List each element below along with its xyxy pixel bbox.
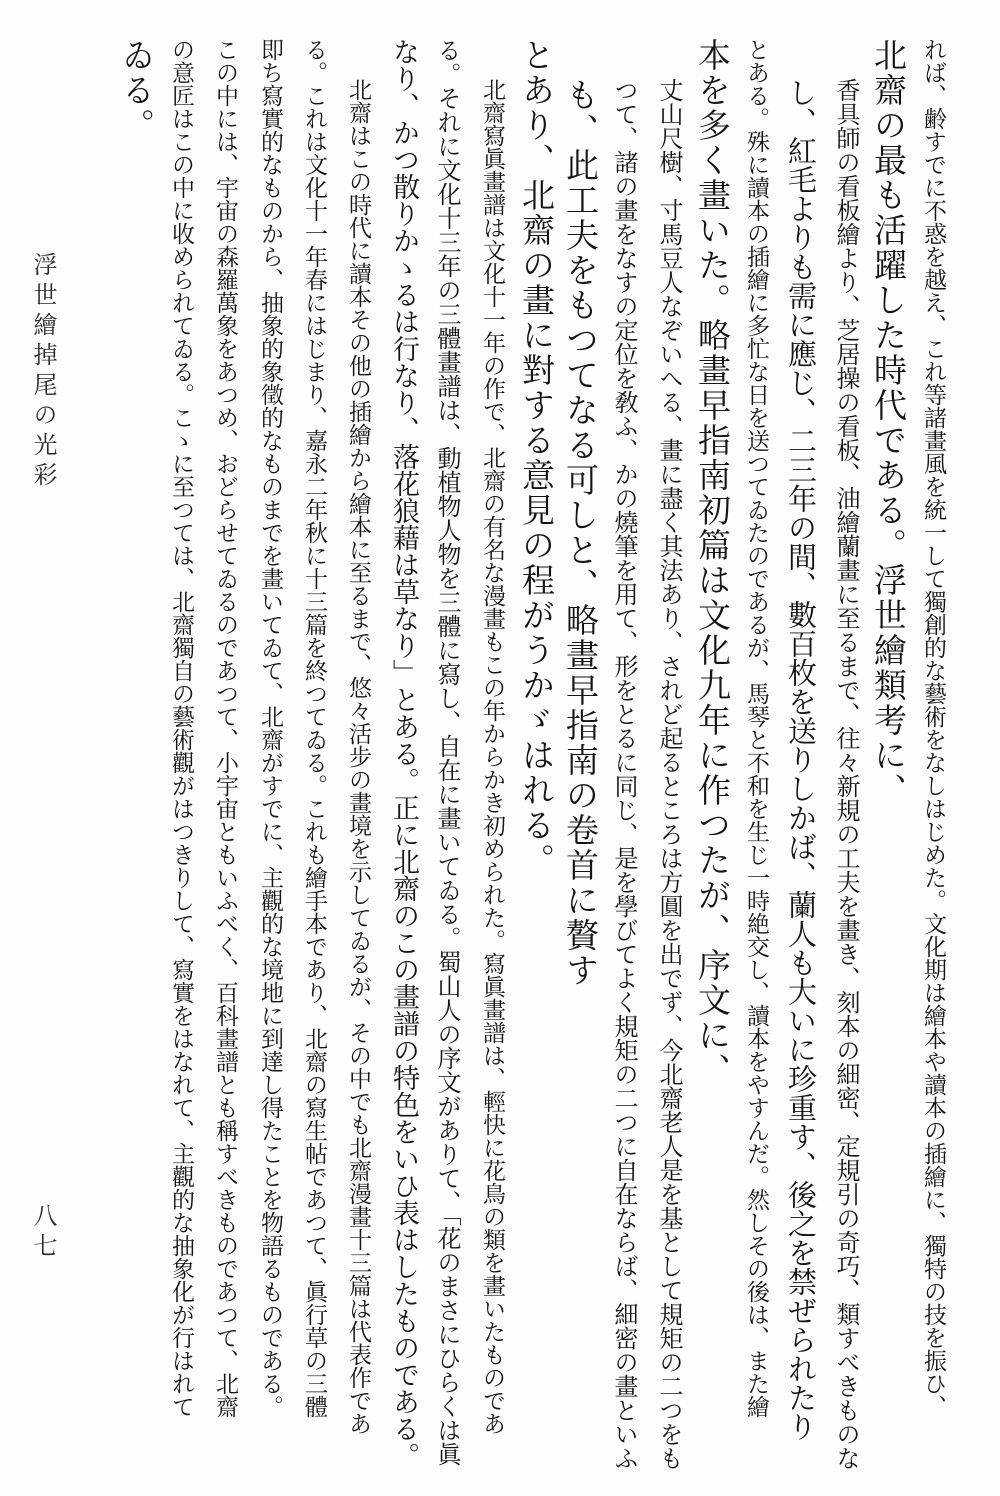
text-column-18: の意匠はこの中に收められてゐる。こゝに至つては、北齋獨自の藝術觀がはつきりして、寫實をはなれて、主觀的な抽象化が行はれて [168, 38, 194, 1418]
text-column-19: ゐる。 [117, 38, 156, 143]
page-number: 八七 [29, 1203, 57, 1263]
text-column-6: 本を多く畫いた。略畫早指南初篇は文化九年に作つたが、序文に、 [693, 38, 732, 1088]
text-column-5: とある。殊に讀本の插繪に多忙な日を送つてゐたのであるが、馬琴と不和を生じ一時絶交し、讀本をやすんだ。然しその後は、また繪 [743, 38, 769, 1418]
text-column-8: つて、諸の畫をなすの定位を敎ふ、かの燒筆を用て、形をとるに同じ、是を學びてよく規矩の二つに自在ならば、細密の畫といふ [610, 78, 638, 1470]
text-column-9: も、此工夫をもつてなる可しと、略畫早指南の卷首に贅す [561, 78, 600, 988]
text-column-1: れば、齢すでに不惑を越え、これ等諸畫風を統一して獨創的な藝術をなしはじめた。文化期は繪本や讀本の插繪に、獨特の技を振ひ、 [920, 38, 946, 1418]
text-column-11: 北齋寫眞畫譜は文化十一年の作で、北齋の有名な漫畫もこの年からかき初められた。寫眞畫譜は、輕快に花鳥の類を畫いたものであ [479, 78, 505, 1435]
running-title: 浮世繪掉尾の光彩 [29, 252, 57, 492]
text-column-12: る。それに文化十三年の三體畫譜は、動植物人物を三體に寫し、自在に畫いてゐる。蜀山人の序文がありて、「花のまさにひらくは眞 [433, 38, 461, 1466]
text-column-4: し、紅毛よりも需に應じ、二三年の間、數百枚を送りしかば、蘭人も大いに珍重す、後之を禁ぜられたり [784, 78, 818, 1441]
text-column-10: とあり、北齋の畫に對する意見の程がうかゞはれる。 [517, 38, 556, 878]
text-column-13: なり、かつ散りかゝるは行なり、落花狼藉は草なり」とある。正に北齋のこの畫譜の特色をいひ表はしたものである。 [388, 38, 419, 1469]
text-column-17: この中には、宇宙の森羅萬象をあつめ、おどらせてゐるのであつて、小宇宙ともいふべく、百科畫譜とも稱すべきものであつて、北齋 [212, 38, 238, 1418]
text-column-15: る。これは文化十一年春にはじまり、嘉永二年秋に十三篇を終つてゐる。これも繪手本であり、北齋の寫生帖であつて、眞行草の三體 [301, 38, 327, 1418]
text-column-7: 丈山尺樹、寸馬豆人なぞいへる、畫に盡く其法あり、されど起るところは方圓を出でず、今北齋老人是を基として規矩の二つをも [655, 78, 683, 1470]
text-column-3: 香具師の看板繪より、芝居操の看板、油繪蘭畫に至るまで、往々新規の工夫を畫き、刻本の細密、定規引の奇巧、類すべきものな [832, 78, 860, 1470]
text-column-14: 北齋はこの時代に讀本その他の插繪から繪本に至るまで、悠々活步の畫境を示してゐるが、その中でも北齋漫畫十三篇は代表作であ [345, 78, 371, 1435]
text-column-2: 北齋の最も活躍した時代である。浮世繪類考に、 [869, 38, 908, 808]
text-column-16: 即ち寫實的なものから、抽象的象徵的なものまでを畫いてゐて、北齋がすでに、主觀的な境地に到達し得たことを物語るものである。 [257, 38, 283, 1418]
